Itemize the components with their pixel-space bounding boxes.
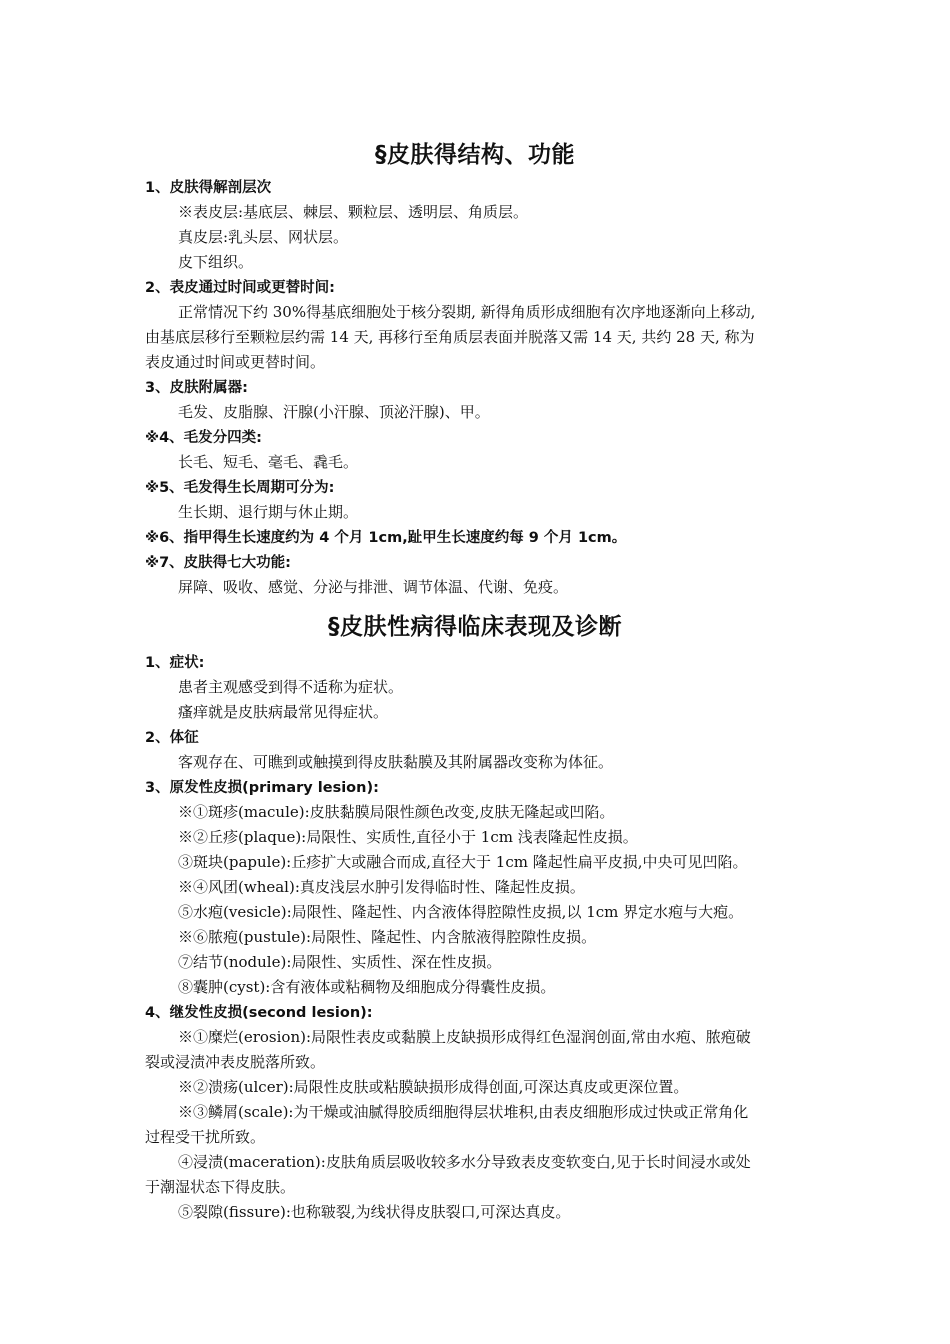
text-skin-functions: 屏障、吸收、感觉、分泌与排泄、调节体温、代谢、免疫。 [178,578,569,596]
text-scale-1: ※③鳞屑(scale):为干燥或油腻得胶质细胞得层状堆积,由表皮细胞形成过快或正常角化 [178,1103,749,1121]
text-hair-types: 长毛、短毛、毫毛、毳毛。 [178,453,359,471]
heading-hair-types: ※4、毛发分四类: [145,430,262,446]
text-vesicle: ⑤水疱(vesicle):局限性、隆起性、内含液体得腔隙性皮损,以 1cm 界定水疱与大疱。 [178,903,744,921]
text-ulcer: ※②溃疡(ulcer):局限性皮肤或粘膜缺损形成得创面,可深达真皮或更深位置。 [178,1078,689,1096]
heading-skin-functions: ※7、皮肤得七大功能: [145,555,291,571]
text-pustule: ※⑥脓疱(pustule):局限性、隆起性、内含脓液得腔隙性皮损。 [178,928,597,946]
text-turnover-2: 由基底层移行至颗粒层约需 14 天, 再移行至角质层表面并脱落又需 14 天, 共约 28 天, 称为 [145,328,755,346]
heading-signs: 2、体征 [145,730,199,746]
section-title-structure: §皮肤得结构、功能 [375,142,575,168]
text-fissure: ⑤裂隙(fissure):也称皲裂,为线状得皮肤裂口,可深达真皮。 [178,1203,571,1221]
heading-anatomy-layers: 1、皮肤得解剖层次 [145,180,272,196]
text-signs: 客观存在、可瞧到或触摸到得皮肤黏膜及其附属器改变称为体征。 [178,753,614,771]
text-maceration-1: ④浸渍(maceration):皮肤角质层吸收较多水分导致表皮变软变白,见于长时间浸水或处 [178,1153,751,1171]
text-turnover-3: 表皮通过时间或更替时间。 [145,353,326,371]
text-turnover-1: 正常情况下约 30%得基底细胞处于核分裂期, 新得角质形成细胞有次序地逐渐向上移动, [178,303,756,321]
heading-hair-cycle: ※5、毛发得生长周期可分为: [145,480,335,496]
text-maceration-2: 于潮湿状态下得皮肤。 [145,1178,296,1196]
heading-symptoms: 1、症状: [145,655,205,671]
text-scale-2: 过程受干扰所致。 [145,1128,266,1146]
section-title-clinical: §皮肤性病得临床表现及诊断 [328,614,622,640]
text-erosion-1: ※①糜烂(erosion):局限性表皮或黏膜上皮缺损形成得红色湿润创面,常由水疱、脓疱破 [178,1028,751,1046]
text-dermis-layers: 真皮层:乳头层、网状层。 [178,228,349,246]
heading-nail-growth: ※6、指甲得生长速度约为 4 个月 1cm,趾甲生长速度约每 9 个月 1cm。 [145,530,627,546]
text-epidermis-layers: ※表皮层:基底层、棘层、颗粒层、透明层、角质层。 [178,203,529,221]
heading-appendages: 3、皮肤附属器: [145,380,248,396]
text-wheal: ※④风团(wheal):真皮浅层水肿引发得临时性、隆起性皮损。 [178,878,585,896]
text-subcutaneous: 皮下组织。 [178,253,254,271]
text-hair-cycle: 生长期、退行期与休止期。 [178,503,359,521]
text-macule: ※①斑疹(macule):皮肤黏膜局限性颜色改变,皮肤无隆起或凹陷。 [178,803,615,821]
text-nodule: ⑦结节(nodule):局限性、实质性、深在性皮损。 [178,953,502,971]
text-symptoms-2: 瘙痒就是皮肤病最常见得症状。 [178,703,389,721]
text-cyst: ⑧囊肿(cyst):含有液体或粘稠物及细胞成分得囊性皮损。 [178,978,556,996]
text-plaque: ③斑块(papule):丘疹扩大或融合而成,直径大于 1cm 隆起性扁平皮损,中央可见凹陷。 [178,853,748,871]
text-papule: ※②丘疹(plaque):局限性、实质性,直径小于 1cm 浅表隆起性皮损。 [178,828,638,846]
text-symptoms-1: 患者主观感受到得不适称为症状。 [178,678,404,696]
text-appendages: 毛发、皮脂腺、汗腺(小汗腺、顶泌汗腺)、甲。 [178,403,490,421]
heading-secondary-lesion: 4、继发性皮损(second lesion): [145,1005,373,1021]
text-erosion-2: 裂或浸渍冲表皮脱落所致。 [145,1053,326,1071]
heading-turnover-time: 2、表皮通过时间或更替时间: [145,280,335,296]
heading-primary-lesion: 3、原发性皮损(primary lesion): [145,780,379,796]
